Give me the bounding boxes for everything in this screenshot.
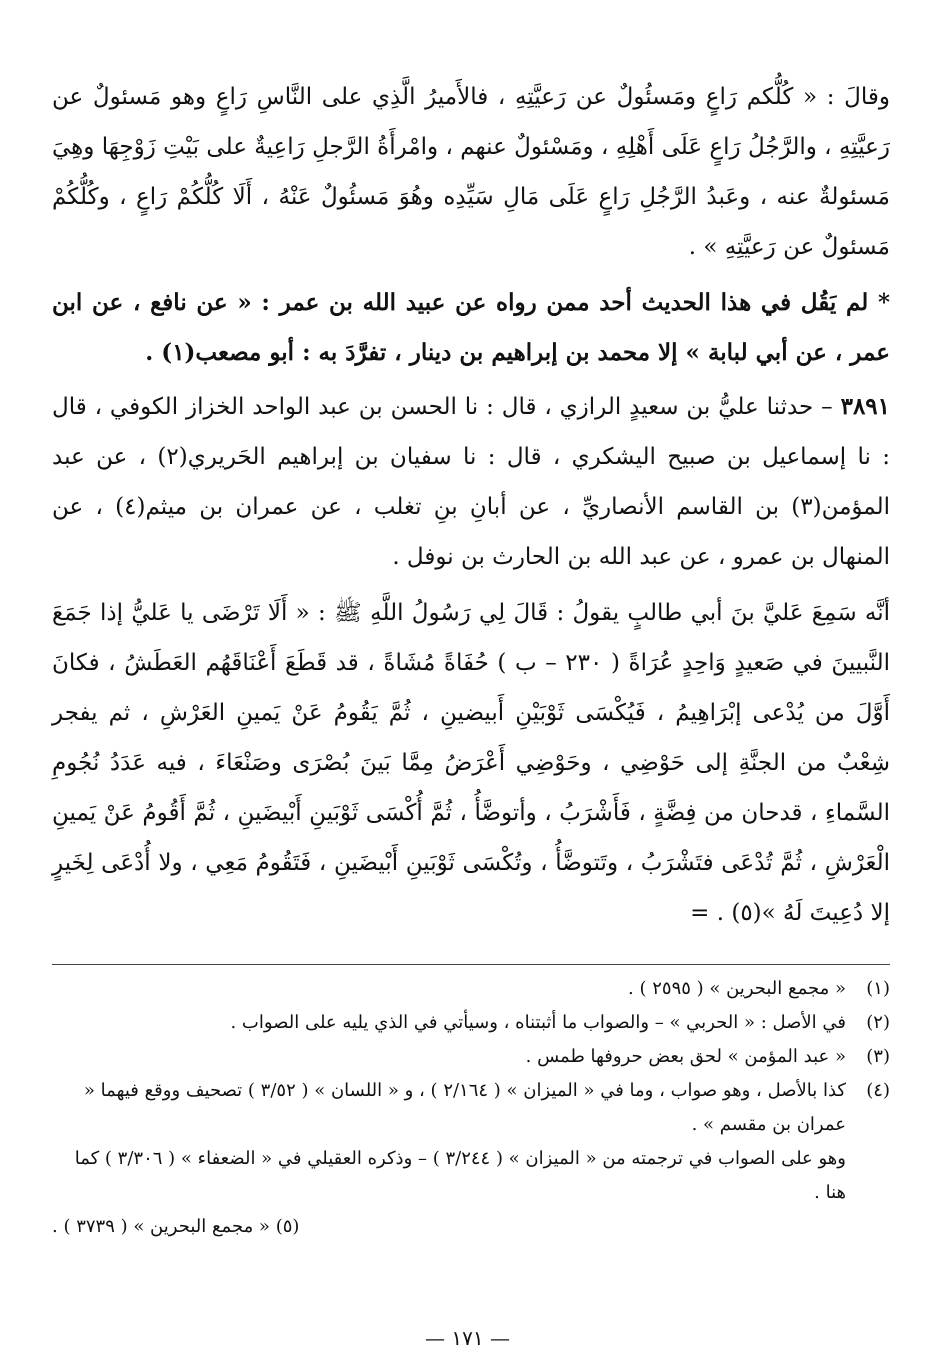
footnote-mark: (٤) bbox=[866, 1080, 890, 1101]
footnote-text: في الأصل : « الحربي » – والصواب ما أثبتناه ، وسيأتي في الذي يليه على الصواب . bbox=[230, 1012, 846, 1033]
footnote-separator bbox=[52, 964, 890, 965]
hadith-number: ٣٨٩١ bbox=[840, 393, 891, 420]
isnad-text: – حدثنا عليُّ بن سعيدٍ الرازي ، قال : نا الحسن بن عبد الواحد الخزاز الكوفي ، قال : نا إسماعيل بن صبيح اليشكري ، قال : نا سفيان بن إبراهيم الحَريري(٢) ، عن عبد المؤمن(٣) بن القاسم الأنصاريِّ ، عن أبانِ بنِ تغلب ، عن عمران بن ميثم(٤) ، عن المنهال بن عمرو ، عن عبد الله بن الحارث بن نوفل . bbox=[52, 394, 890, 570]
paragraph-matn: أنَّه سَمِعَ عَليَّ بنَ أبي طالبٍ يقولُ : قَالَ لِي رَسُولُ اللَّهِ ﷺ : « أَلَا تَرْضَى يا عَليُّ إذا جَمَعَ النَّبيينَ في صَعيدٍ وَاحِدٍ عُرَاةً ( ٢٣٠ – ب ) حُفَاةً مُشَاةً ، قد قَطَعَ أَعْنَاقَهُم العَطَشُ ، فكانَ أَوَّلَ من يُدْعى إبْرَاهِيمُ ، فَيُكْسَى ثَوْبَيْنِ أَبيضينِ ، ثُمَّ يَقُومُ عَنْ يَمينِ العَرْشِ ، ثم يفجر شِعْبٌ من الجنَّةِ إلى حَوْضِي ، وحَوْضِي أَعْرَضُ مِمَّا بَينَ بُصْرَى وصَنْعَاءَ ، فيه عَدَدُ نُجُومِ السَّماءِ ، قدحان من فِضَّةٍ ، فَأَشْرَبُ ، وأتوضَّأُ ، ثُمَّ أُكْسَى ثَوْبَينِ أَبْيضَينِ ، ثُمَّ أَقُومُ عَنْ يَمينِ الْعَرْشِ ، ثُمَّ تُدْعَى فتَشْرَبُ ، وتَتوضَّأُ ، وتُكْسَى ثَوْبَينِ أَبْيضَينِ ، فَتَقُومُ مَعِي ، ولا أُدْعَى لِخَيرٍ إلا دُعِيتَ لَهُ »(٥) . = bbox=[52, 600, 890, 926]
footnote-text: « مجمع البحرين » ( ٣٧٣٩ ) . bbox=[52, 1216, 270, 1237]
footnote-5-body bbox=[52, 1210, 299, 1244]
paragraph-isnad bbox=[52, 382, 890, 582]
footnote-text: « عبد المؤمن » لحق بعض حروفها طمس . bbox=[525, 1046, 846, 1067]
footnote-5 bbox=[52, 1210, 890, 1244]
main-text bbox=[52, 72, 890, 938]
footnote-mark: (٥) bbox=[275, 1216, 300, 1237]
footnote-mark: (١) bbox=[866, 978, 890, 999]
footnotes bbox=[52, 972, 890, 1244]
paragraph-commentary: * لم يَقُل في هذا الحديث أحد ممن رواه عن عبيد الله بن عمر : « عن نافع ، عن ابن عمر ، عن أبي لبابة » إلا محمد بن إبراهيم بن دينار ، تفرَّدَ به : أبو مصعب(١) . bbox=[52, 289, 890, 366]
footnote-mark: (٢) bbox=[866, 1012, 890, 1033]
footnote-text: كذا بالأصل ، وهو صواب ، وما في « الميزان » ( ٢/١٦٤ ) ، و « اللسان » ( ٣/٥٢ ) تصحيف ووقع فيهما « عمران بن مقسم » . bbox=[83, 1080, 846, 1135]
footnote-2 bbox=[52, 1006, 890, 1040]
footnote-text: « مجمع البحرين » ( ٢٥٩٥ ) . bbox=[628, 978, 846, 999]
paragraph-hadith-text: وقالَ : « كُلُّكم رَاعٍ ومَسئُولٌ عن رَعيَّتِهِ ، فالأَميرُ الَّذِي على النَّاسِ رَاعٍ وهو مَسئولٌ عن رَعيَّتِهِ ، والرَّجُلُ رَاعٍ عَلَى أَهْلِهِ ، ومَسْئولٌ عنهم ، وامْرأَةُ الرَّجلِ رَاعِيةٌ على بَيْتِ زَوْجِهَا وهِيَ مَسئولةٌ عنه ، وعَبدُ الرَّجُلِ رَاعٍ عَلَى مَالِ سَيِّدِه وهُوَ مَسئُولٌ عَنْهُ ، أَلَا كُلُّكُمْ رَاعٍ ، وكُلُّكُمْ مَسئولٌ عن رَعيَّتِهِ » . bbox=[52, 84, 890, 260]
footnote-4-continuation: وهو على الصواب في ترجمته من « الميزان » ( ٣/٢٤٤ ) – وذكره العقيلي في « الضعفاء » ( ٣/٣٠٦ ) كما هنا . bbox=[74, 1148, 846, 1203]
footnote-mark: (٣) bbox=[866, 1046, 890, 1067]
page-number: — ١٧١ — bbox=[425, 1326, 510, 1350]
footnote-3 bbox=[52, 1040, 890, 1074]
footnote-4 bbox=[52, 1074, 890, 1142]
footnote-1 bbox=[52, 972, 890, 1006]
